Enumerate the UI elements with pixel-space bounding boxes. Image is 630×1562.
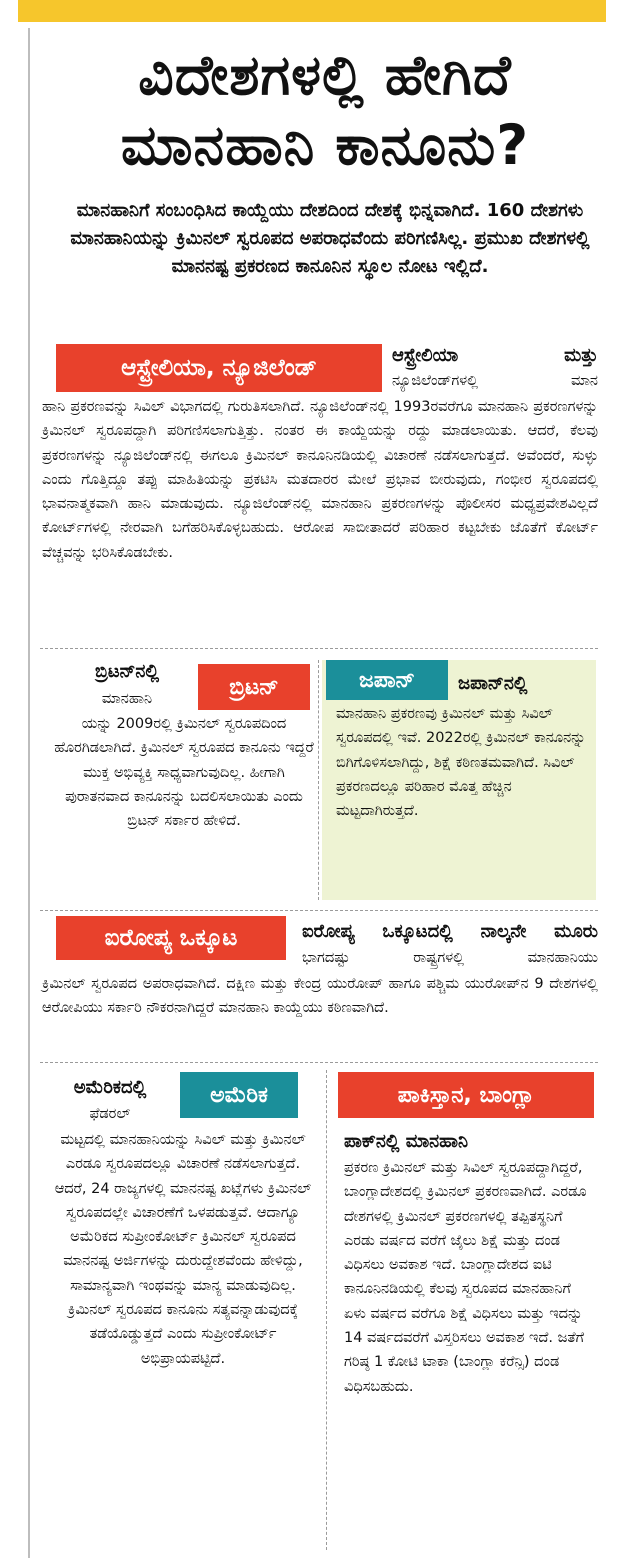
australia-lead-1: ಆಸ್ಟ್ರೇಲಿಯಾ ಮತ್ತು [392,345,598,366]
britain-lead-1: ಬ್ರಿಟನ್‌ನಲ್ಲಿ [94,661,160,682]
japan-body: ಮಾನಹಾನಿ ಪ್ರಕರಣವು ಕ್ರಿಮಿನಲ್ ಮತ್ತು ಸಿವಿಲ್ ಸ್ವರೂಪದಲ್ಲಿ ಇವೆ. 2022ರಲ್ಲಿ ಕ್ರಿಮಿನಲ್ ಕಾನೂನನ್ನು ಬಿಗಿಗೊಳಿಸಲಾಗಿದ್ದು, ಶಿಕ್ಷೆ ಕಠಿಣತಮವಾಗಿದೆ. ಸಿವಿಲ್ ಪ್ರಕರಣದಲ್ಲೂ ಪರಿಹಾರ ಮೊತ್ತ ಹೆಚ್ಚಿನ ಮಟ್ಟದಾಗಿರುತ್ತದೆ. [336,706,586,820]
headline [40,40,610,180]
britain-body: ಯನ್ನು 2009ರಲ್ಲಿ ಕ್ರಿಮಿನಲ್ ಸ್ವರೂಪದಿಂದ ಹೊರಗಿಡಲಾಗಿದೆ. ಕ್ರಿಮಿನಲ್ ಸ್ವರೂಪದ ಕಾನೂನು ಇದ್ದರೆ ಮುಕ್ತ ಅಭಿವ್ಯಕ್ತಿ ಸಾಧ್ಯವಾಗುವುದಿಲ್ಲ. ಹೀಗಾಗಿ ಪುರಾತನವಾದ ಕಾನೂನನ್ನು ಬದಲಿಸಲಾಯಿತು ಎಂದು ಬ್ರಿಟನ್ ಸರ್ಕಾರ ಹೇಳಿದೆ. [54,716,314,830]
australia-lead-2: ನ್ಯೂಜಿಲೆಂಡ್‌ಗಳಲ್ಲಿ ಮಾನ [392,373,598,389]
america-body: ಮಟ್ಟದಲ್ಲಿ ಮಾನಹಾನಿಯನ್ನು ಸಿವಿಲ್ ಮತ್ತು ಕ್ರಿಮಿನಲ್ ಎರಡೂ ಸ್ವರೂಪದಲ್ಲೂ ವಿಚಾರಣೆ ನಡೆಸಲಾಗುತ್ತದೆ. ಆದರೆ, 24 ರಾಜ್ಯಗಳಲ್ಲಿ ಮಾನನಷ್ಟ ಖಟ್ಲೆಗಳು ಕ್ರಿಮಿನಲ್ ಸ್ವರೂಪದಲ್ಲೇ ವಿಚಾರಣೆಗೆ ಒಳಪಡುತ್ತವೆ. ಆದಾಗ್ಯೂ ಅಮೆರಿಕದ ಸುಪ್ರೀಂಕೋರ್ಟ್ ಕ್ರಿಮಿನಲ್ ಸ್ವರೂಪದ ಮಾನನಷ್ಟ ಅರ್ಜಿಗಳನ್ನು ದುರುದ್ದೇಶವೆಂದು ಹೇಳಿದ್ದು, ಸಾಮಾನ್ಯವಾಗಿ ಇಂಥವನ್ನು ಮಾನ್ಯ ಮಾಡುವುದಿಲ್ಲ. ಕ್ರಿಮಿನಲ್ ಸ್ವರೂಪದ ಕಾನೂನು ಸತ್ಯವನ್ನಾಡುವುದಕ್ಕೆ ತಡೆಯೊಡ್ಡುತ್ತದೆ ಎಂದು ಸುಪ್ರೀಂಕೋರ್ಟ್ ಅಭಿಪ್ರಾಯಪಟ್ಟಿದೆ. [54,1132,312,1367]
divider-britain-japan [318,660,319,900]
pakistan-label: ಪಾಕಿಸ್ತಾನ, ಬಾಂಗ್ಲಾ [338,1072,594,1118]
headline-line-2: ಮಾನಹಾನಿ ಕಾನೂನು? [120,113,530,177]
america-label: ಅಮೆರಿಕ [180,1072,298,1118]
australia-body: ಹಾನಿ ಪ್ರಕರಣವನ್ನು ಸಿವಿಲ್ ವಿಭಾಗದಲ್ಲಿ ಗುರುತಿಸಲಾಗಿದೆ. ನ್ಯೂಜಿಲೆಂಡ್‌ನಲ್ಲಿ 1993ರವರೆಗೂ ಮಾನಹಾನಿ ಪ್ರಕರಣಗಳನ್ನು ಕ್ರಿಮಿನಲ್ ಸ್ವರೂಪದ್ದಾಗಿ ಪರಿಗಣಿಸಲಾಗುತ್ತಿತ್ತು. ನಂತರ ಈ ಕಾಯ್ದೆಯನ್ನು ರದ್ದು ಮಾಡಲಾಯಿತು. ಆದರೆ, ಕೆಲವು ಪ್ರಕರಣಗಳನ್ನು ನ್ಯೂಜಿಲೆಂಡ್‌ನಲ್ಲಿ ಈಗಲೂ ಕ್ರಿಮಿನಲ್ ಕಾನೂನಿನಡಿಯಲ್ಲಿ ವಿಚಾರಣೆ ನಡೆಸಲಾಗುತ್ತದೆ. ಅವೆಂದರೆ, ಸುಳ್ಳು ಎಂದು ಗೊತ್ತಿದ್ದೂ ತಪ್ಪು ಮಾಹಿತಿಯನ್ನು ಪ್ರಕಟಿಸಿ ಮತದಾರರ ಮೇಲೆ ಪ್ರಭಾವ ಬೀರುವುದು, ಗಂಭೀರ ಸ್ವರೂಪದಲ್ಲಿ ಭಾವನಾತ್ಮಕವಾಗಿ ಹಾನಿ ಮಾಡುವುದು. ನ್ಯೂಜಿಲೆಂಡ್‌ನಲ್ಲಿ ಮಾನಹಾನಿ ಪ್ರಕರಣಗಳನ್ನು ಪೊಲೀಸರ ಮಧ್ಯಪ್ರವೇಶವಿಲ್ಲದೆ ಕೋರ್ಟ್‌ಗಳಲ್ಲಿ ನೇರವಾಗಿ ಬಗೆಹರಿಸಿಕೊಳ್ಳಬಹುದು. ಆರೋಪ ಸಾಬೀತಾದರೆ ಪರಿಹಾರ ಕಟ್ಟಬೇಕು ಜೊತೆಗೆ ಕೋರ್ಟ್ ವೆಚ್ಚವನ್ನು ಭರಿಸಿಕೊಡಬೇಕು. [42,399,598,561]
left-column-rule [28,28,30,1558]
pakistan-lead-1: ಪಾಕ್‌ನಲ್ಲಿ ಮಾನಹಾನಿ [344,1131,469,1152]
divider-1 [40,648,598,649]
australia-label: ಆಸ್ಟ್ರೇಲಿಯಾ, ನ್ಯೂಜಿಲೆಂಡ್ [56,344,382,392]
america-lead-2: ಫೆಡರಲ್ [89,1106,131,1122]
britain-lead-2: ಮಾನಹಾನಿ [101,691,153,707]
america-lead-1: ಅಮೆರಿಕದಲ್ಲಿ [73,1077,147,1098]
divider-2 [40,910,598,911]
britain-label: ಬ್ರಿಟನ್ [198,664,310,710]
japan-label: ಜಪಾನ್ [326,660,448,700]
divider-3 [40,1062,598,1063]
headline-line-1: ವಿದೇಶಗಳಲ್ಲಿ ಹೇಗಿದೆ [138,43,512,107]
divider-america-pakistan [326,1070,327,1550]
europe-body: ಕ್ರಿಮಿನಲ್ ಸ್ವರೂಪದ ಅಪರಾಧವಾಗಿದೆ. ದಕ್ಷಿಣ ಮತ್ತು ಕೇಂದ್ರ ಯುರೋಪ್ ಹಾಗೂ ಪಶ್ಚಿಮ ಯುರೋಪ್‌ನ 9 ದೇಶಗಳಲ್ಲಿ ಆರೋಪಿಯು ಸರ್ಕಾರಿ ನೌಕರನಾಗಿದ್ದರೆ ಮಾನಹಾನಿ ಕಾಯ್ದೆಯು ಕಠಿಣವಾಗಿದೆ. [42,976,598,1017]
pakistan-body: ಪ್ರಕರಣ ಕ್ರಿಮಿನಲ್ ಮತ್ತು ಸಿವಿಲ್ ಸ್ವರೂಪದ್ದಾಗಿದ್ದರೆ, ಬಾಂಗ್ಲಾದೇಶದಲ್ಲಿ ಕ್ರಿಮಿನಲ್ ಪ್ರಕರಣವಾಗಿದೆ. ಎರಡೂ ದೇಶಗಳಲ್ಲಿ ಕ್ರಿಮಿನಲ್ ಪ್ರಕರಣಗಳಲ್ಲಿ ತಪ್ಪಿತಸ್ಥನಿಗೆ ಎರಡು ವರ್ಷದ ವರೆಗೆ ಜೈಲು ಶಿಕ್ಷೆ ಮತ್ತು ದಂಡ ವಿಧಿಸಲು ಅವಕಾಶ ಇದೆ. ಬಾಂಗ್ಲಾದೇಶದ ಐಟಿ ಕಾನೂನಿನಡಿಯಲ್ಲಿ ಕೆಲವು ಸ್ವರೂಪದ ಮಾನಹಾನಿಗೆ ಏಳು ವರ್ಷದ ವರೆಗೂ ಶಿಕ್ಷೆ ವಿಧಿಸಲು ಮತ್ತು ಇದನ್ನು 14 ವರ್ಷದವರೆಗೆ ವಿಸ್ತರಿಸಲು ಅವಕಾಶ ಇದೆ. ಜತೆಗೆ ಗರಿಷ್ಠ 1 ಕೋಟಿ ಟಾಕಾ (ಬಾಂಗ್ಲಾ ಕರೆನ್ಸಿ) ದಂಡ ವಿಧಿಸಬಹುದು. [344,1160,587,1395]
japan-lead-1: ಜಪಾನ್‌ನಲ್ಲಿ [458,673,528,694]
top-color-band [18,0,606,22]
intro-paragraph: ಮಾನಹಾನಿಗೆ ಸಂಬಂಧಿಸಿದ ಕಾಯ್ದೆಯು ದೇಶದಿಂದ ದೇಶಕ್ಕೆ ಭಿನ್ನವಾಗಿದೆ. 160 ದೇಶಗಳು ಮಾನಹಾನಿಯನ್ನು ಕ್ರಿಮಿನಲ್ ಸ್ವರೂಪದ ಅಪರಾಧವೆಂದು ಪರಿಗಣಿಸಿಲ್ಲ. ಪ್ರಮುಖ ದೇಶಗಳಲ್ಲಿ ಮಾನನಷ್ಟ ಪ್ರಕರಣದ ಕಾನೂನಿನ ಸ್ಥೂಲ ನೋಟ ಇಲ್ಲಿದೆ. [70,200,590,277]
europe-lead-1: ಐರೋಪ್ಯ ಒಕ್ಕೂಟದಲ್ಲಿ ನಾಲ್ಕನೇ ಮೂರು [302,921,598,942]
europe-lead-2: ಭಾಗದಷ್ಟು ರಾಷ್ಟ್ರಗಳಲ್ಲಿ ಮಾನಹಾನಿಯು [302,950,598,966]
europe-label: ಐರೋಪ್ಯ ಒಕ್ಕೂಟ [56,916,286,960]
